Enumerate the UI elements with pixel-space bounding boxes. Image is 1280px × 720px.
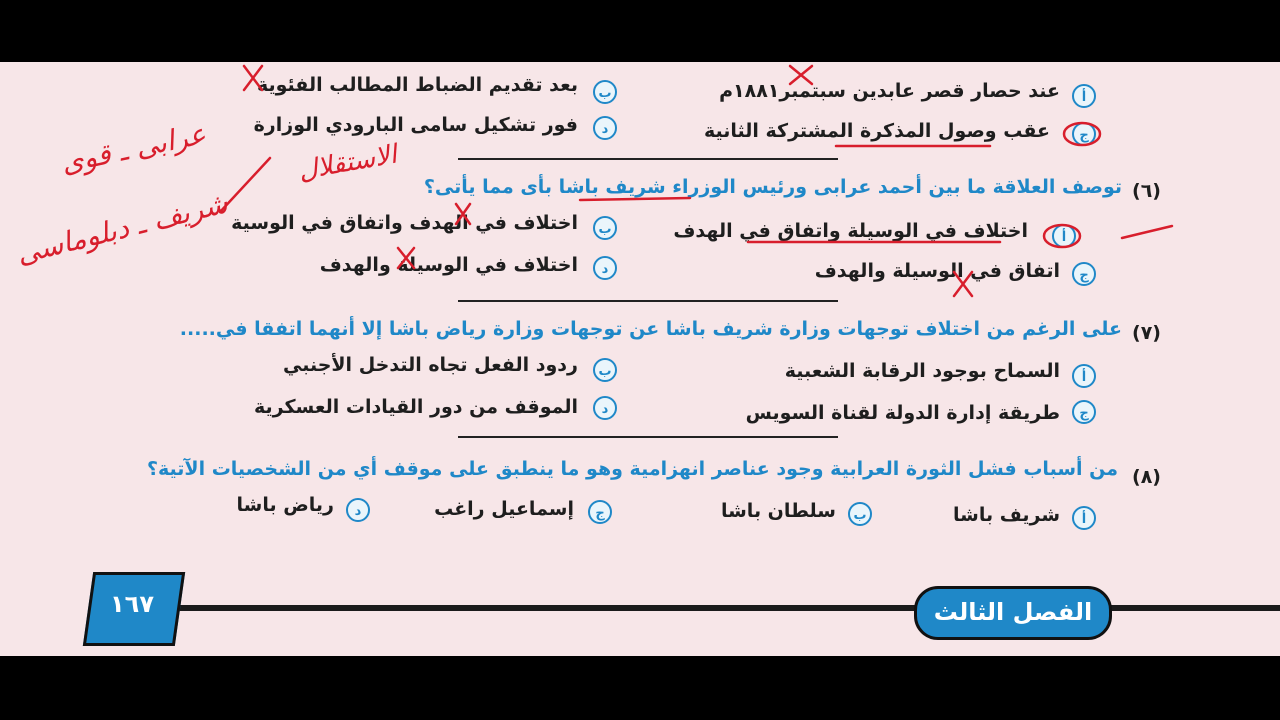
textbook-page [0,62,1280,656]
page-number: ١٦٧ [110,590,154,618]
footer-rule [170,605,1280,611]
q7-option-a-badge: أ [1072,364,1096,388]
q8-option-b: سلطان باشا [720,500,836,522]
q5-option-c-badge: ج [1072,122,1096,146]
q5-option-c: عقب وصول المذكرة المشتركة الثانية [703,120,1050,142]
handwritten-note-urabi: عرابى ـ قوى [58,117,209,180]
q5-option-b-badge: ب [593,80,617,104]
q8-option-a-badge: أ [1072,506,1096,530]
q8-option-d: رياض باشا [236,494,334,516]
q7-option-b-badge: ب [593,358,617,382]
q7-option-d-badge: د [593,396,617,420]
q6-option-c-badge: ج [1072,262,1096,286]
handwritten-note-sharif: شريف ـ دبلوماسى [13,186,231,271]
q7-question: على الرغم من اختلاف توجهات وزارة شريف باشا عن توجهات وزارة رياض باشا إلا أنهما اتفقا في..... [179,318,1122,340]
q7-option-c: طريقة إدارة الدولة لقناة السويس [745,402,1060,424]
q6-question: توصف العلاقة ما بين أحمد عرابى ورئيس الوزراء شريف باشا بأى مما يأتى؟ [423,176,1122,198]
q7-option-b: ردود الفعل تجاه التدخل الأجنبي [282,354,578,376]
q8-question: من أسباب فشل الثورة العرابية وجود عناصر انهزامية وهو ما ينطبق على موقف أي من الشخصيات الآتية؟ [146,458,1118,480]
handwritten-note-independence: الاستقلال [296,139,400,187]
q6-option-a-badge: أ [1052,224,1076,248]
q6-option-b-badge: ب [593,216,617,240]
q6-option-c: اتفاق في الوسيلة والهدف [814,260,1060,282]
q6-option-d: اختلاف في الوسيلة والهدف [319,254,578,276]
q8-option-a: شريف باشا [953,504,1060,526]
q6-option-d-badge: د [593,256,617,280]
q8-option-b-badge: ب [848,502,872,526]
q7-option-d: الموقف من دور القيادات العسكرية [254,396,578,418]
q8-number: (٨) [1132,466,1161,488]
q8-option-c: إسماعيل راغب [434,498,574,520]
separator-q5 [458,158,838,160]
q8-option-c-badge: ج [588,500,612,524]
q5-option-a-badge: أ [1072,84,1096,108]
q6-option-b: اختلاف في الهدف واتفاق في الوسية [231,212,578,234]
q5-option-a: عند حصار قصر عابدين سبتمبر١٨٨١م [719,80,1060,102]
q7-option-c-badge: ج [1072,400,1096,424]
q5-option-b: بعد تقديم الضباط المطالب الفئوية [256,74,578,96]
q7-option-a: السماح بوجود الرقابة الشعبية [784,360,1060,382]
q6-option-a: اختلاف في الوسيلة واتفاق في الهدف [673,220,1028,242]
separator-q6 [458,300,838,302]
q5-option-d: فور تشكيل سامى البارودي الوزارة [253,114,578,136]
chapter-label: الفصل الثالث [914,586,1112,640]
q6-number: (٦) [1132,180,1161,202]
separator-q7 [458,436,838,438]
q5-option-d-badge: د [593,116,617,140]
q8-option-d-badge: د [346,498,370,522]
q7-number: (٧) [1132,322,1161,344]
